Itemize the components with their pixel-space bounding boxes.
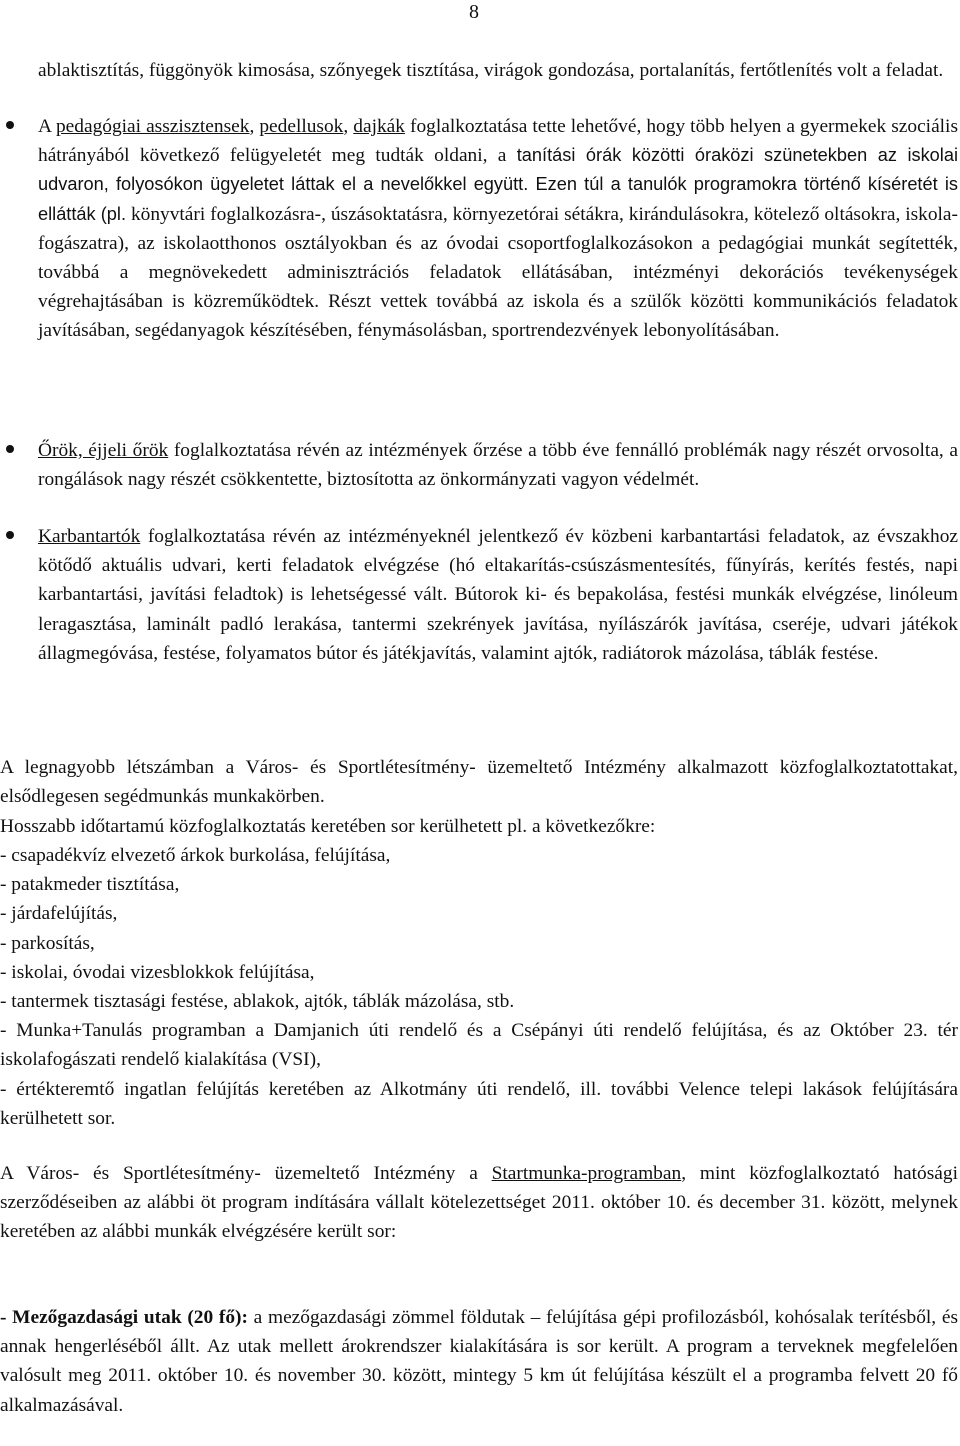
dash-list [0, 841, 958, 1133]
bullet-icon [6, 121, 14, 129]
paragraph-agricultural-roads: - Mezőgazdasági utak (20 fő): a mezőgazdasági zömmel földutak – felújítása gépi profilozásból, kohósalak terítésből, és annak hengerléséből állt. Az utak mellett árokrendszer kialakítására is sor került. A program a terveknek megfelelően valósult meg 2011. október 10. és november 30. között, mintegy 5 km út felújítása készült el a programba felvett 20 fő alkalmazásával. [0, 1307, 958, 1416]
bullet-guards: Őrök, éjjeli őrök foglalkoztatása révén az intézmények őrzése a több éve fennálló problémák nagy részét orvosolta, a rongálások nagy részét csökkentette, biztosította az önkormányzati vagyon védelmét. [38, 440, 958, 491]
list-item: - tantermek tisztasági festése, ablakok, ajtók, táblák mázolása, stb. [0, 991, 515, 1013]
list-item: - értékteremtő ingatlan felújítás keretében az Alkotmány úti rendelő, ill. további Velence telepi lakások felújítására kerülhetett sor. [0, 1078, 958, 1129]
bullet-icon [6, 445, 14, 453]
underlined-term: dajkák [353, 116, 405, 137]
bullet-maintenance: Karbantartók foglalkoztatása révén az intézményeknél jelentkező év közbeni karbantartási feladatok, az évszakhoz kötődő aktuális udvari, kerti feladatok elvégzése (hó eltakarítás-csúszásmentesítés, fűnyírás, kerítés festés, napi karbantartási, javítási feladtok) is lehetségessé vált. Bútorok ki- és bepakolása, festési munkák elvégzése, linóleum leragasztása, laminált padló lerakása, tantermi szekrények javítása, nyílászárók javítása, cseréje, udvari játékok állagmegóvása, festése, folyamatos bútor és játékjavítás, valamint ajtók, radiátorok mázolása, táblák festése. [38, 526, 958, 664]
list-item: - járdafelújítás, [0, 903, 118, 925]
page-number: 8 [469, 1, 479, 23]
paragraph-intro: Hosszabb időtartamú közfoglalkoztatás keretében sor kerülhetett pl. a következőkre: [0, 816, 656, 837]
bullet-continuation: ablaktisztítás, függönyök kimosása, szőnyegek tisztítása, virágok gondozása, portalanítás, fertőtlenítés volt a feladat. [38, 60, 944, 81]
paragraph-startmunka: A Város- és Sportlétesítmény- üzemeltető Intézmény a Startmunka-programban, mint közfoglalkoztató hatósági szerződéseiben az alábbi öt program indítására vállalt kötelezettséget 2011. október 10. és december 31. között, melynek keretében az alábbi munkák elvégzésére került sor: [0, 1163, 958, 1243]
underlined-term: Startmunka-programban [491, 1163, 682, 1184]
underlined-term: pedagógiai asszisztensek [55, 116, 250, 137]
list-item: - Munka+Tanulás programban a Damjanich úti rendelő és a Csépányi úti rendelő felújítása, és az Október 23. tér iskolafogászati rendelő kialakítása (VSI), [0, 1020, 958, 1071]
bullet-staff-assistants: A pedagógiai asszisztensek, pedellusok, dajkák foglalkoztatása tette lehetővé, hogy több helyen a gyermekek szociális hátrányából következő felügyeletét meg tudták oldani, a tanítási órák közötti óraközi szünetekben az iskolai udvaron, folyosókon ügyeletet láttak el a nevelőkkel együtt. Ezen túl a tanulók programokra történő kíséretét is ellátták (pl. könyvtári foglalkozásra-, úszásoktatásra, környezetórai sétákra, kirándulásokra, kötelező oltásokra, iskola-fogászatra), az iskolaotthonos osztályokban és az óvodai csoportfoglalkozásokon a pedagógiai munkát segítették, továbbá a megnövekedett adminisztrációs feladatok ellátásában, intézményi dekorációs tevékenységek végrehajtásában is közreműködtek. Részt vettek továbbá az iskola és a szülők közötti kommunikációs feladatok javításában, segédanyagok készítésében, fénymásolásban, sportrendezvények lebonyolításában. [38, 116, 958, 342]
bullet-icon [6, 531, 14, 539]
underlined-term: Őrök, éjjeli őrök [38, 440, 169, 461]
list-item: - iskolai, óvodai vizesblokkok felújítása, [0, 961, 315, 983]
list-item: - parkosítás, [0, 932, 95, 954]
list-item: - patakmeder tisztítása, [0, 874, 180, 896]
underlined-term: Karbantartók [38, 526, 141, 547]
bold-heading: - Mezőgazdasági utak (20 fő): [0, 1307, 248, 1328]
paragraph: A legnagyobb létszámban a Város- és Sportlétesítmény- üzemeltető Intézmény alkalmazott közfoglalkoztatottakat, elsődlegesen segédmunkás munkakörben. [0, 757, 958, 808]
underlined-term: pedellusok [259, 116, 344, 137]
list-item: - csapadékvíz elvezető árkok burkolása, felújítása, [0, 845, 391, 866]
